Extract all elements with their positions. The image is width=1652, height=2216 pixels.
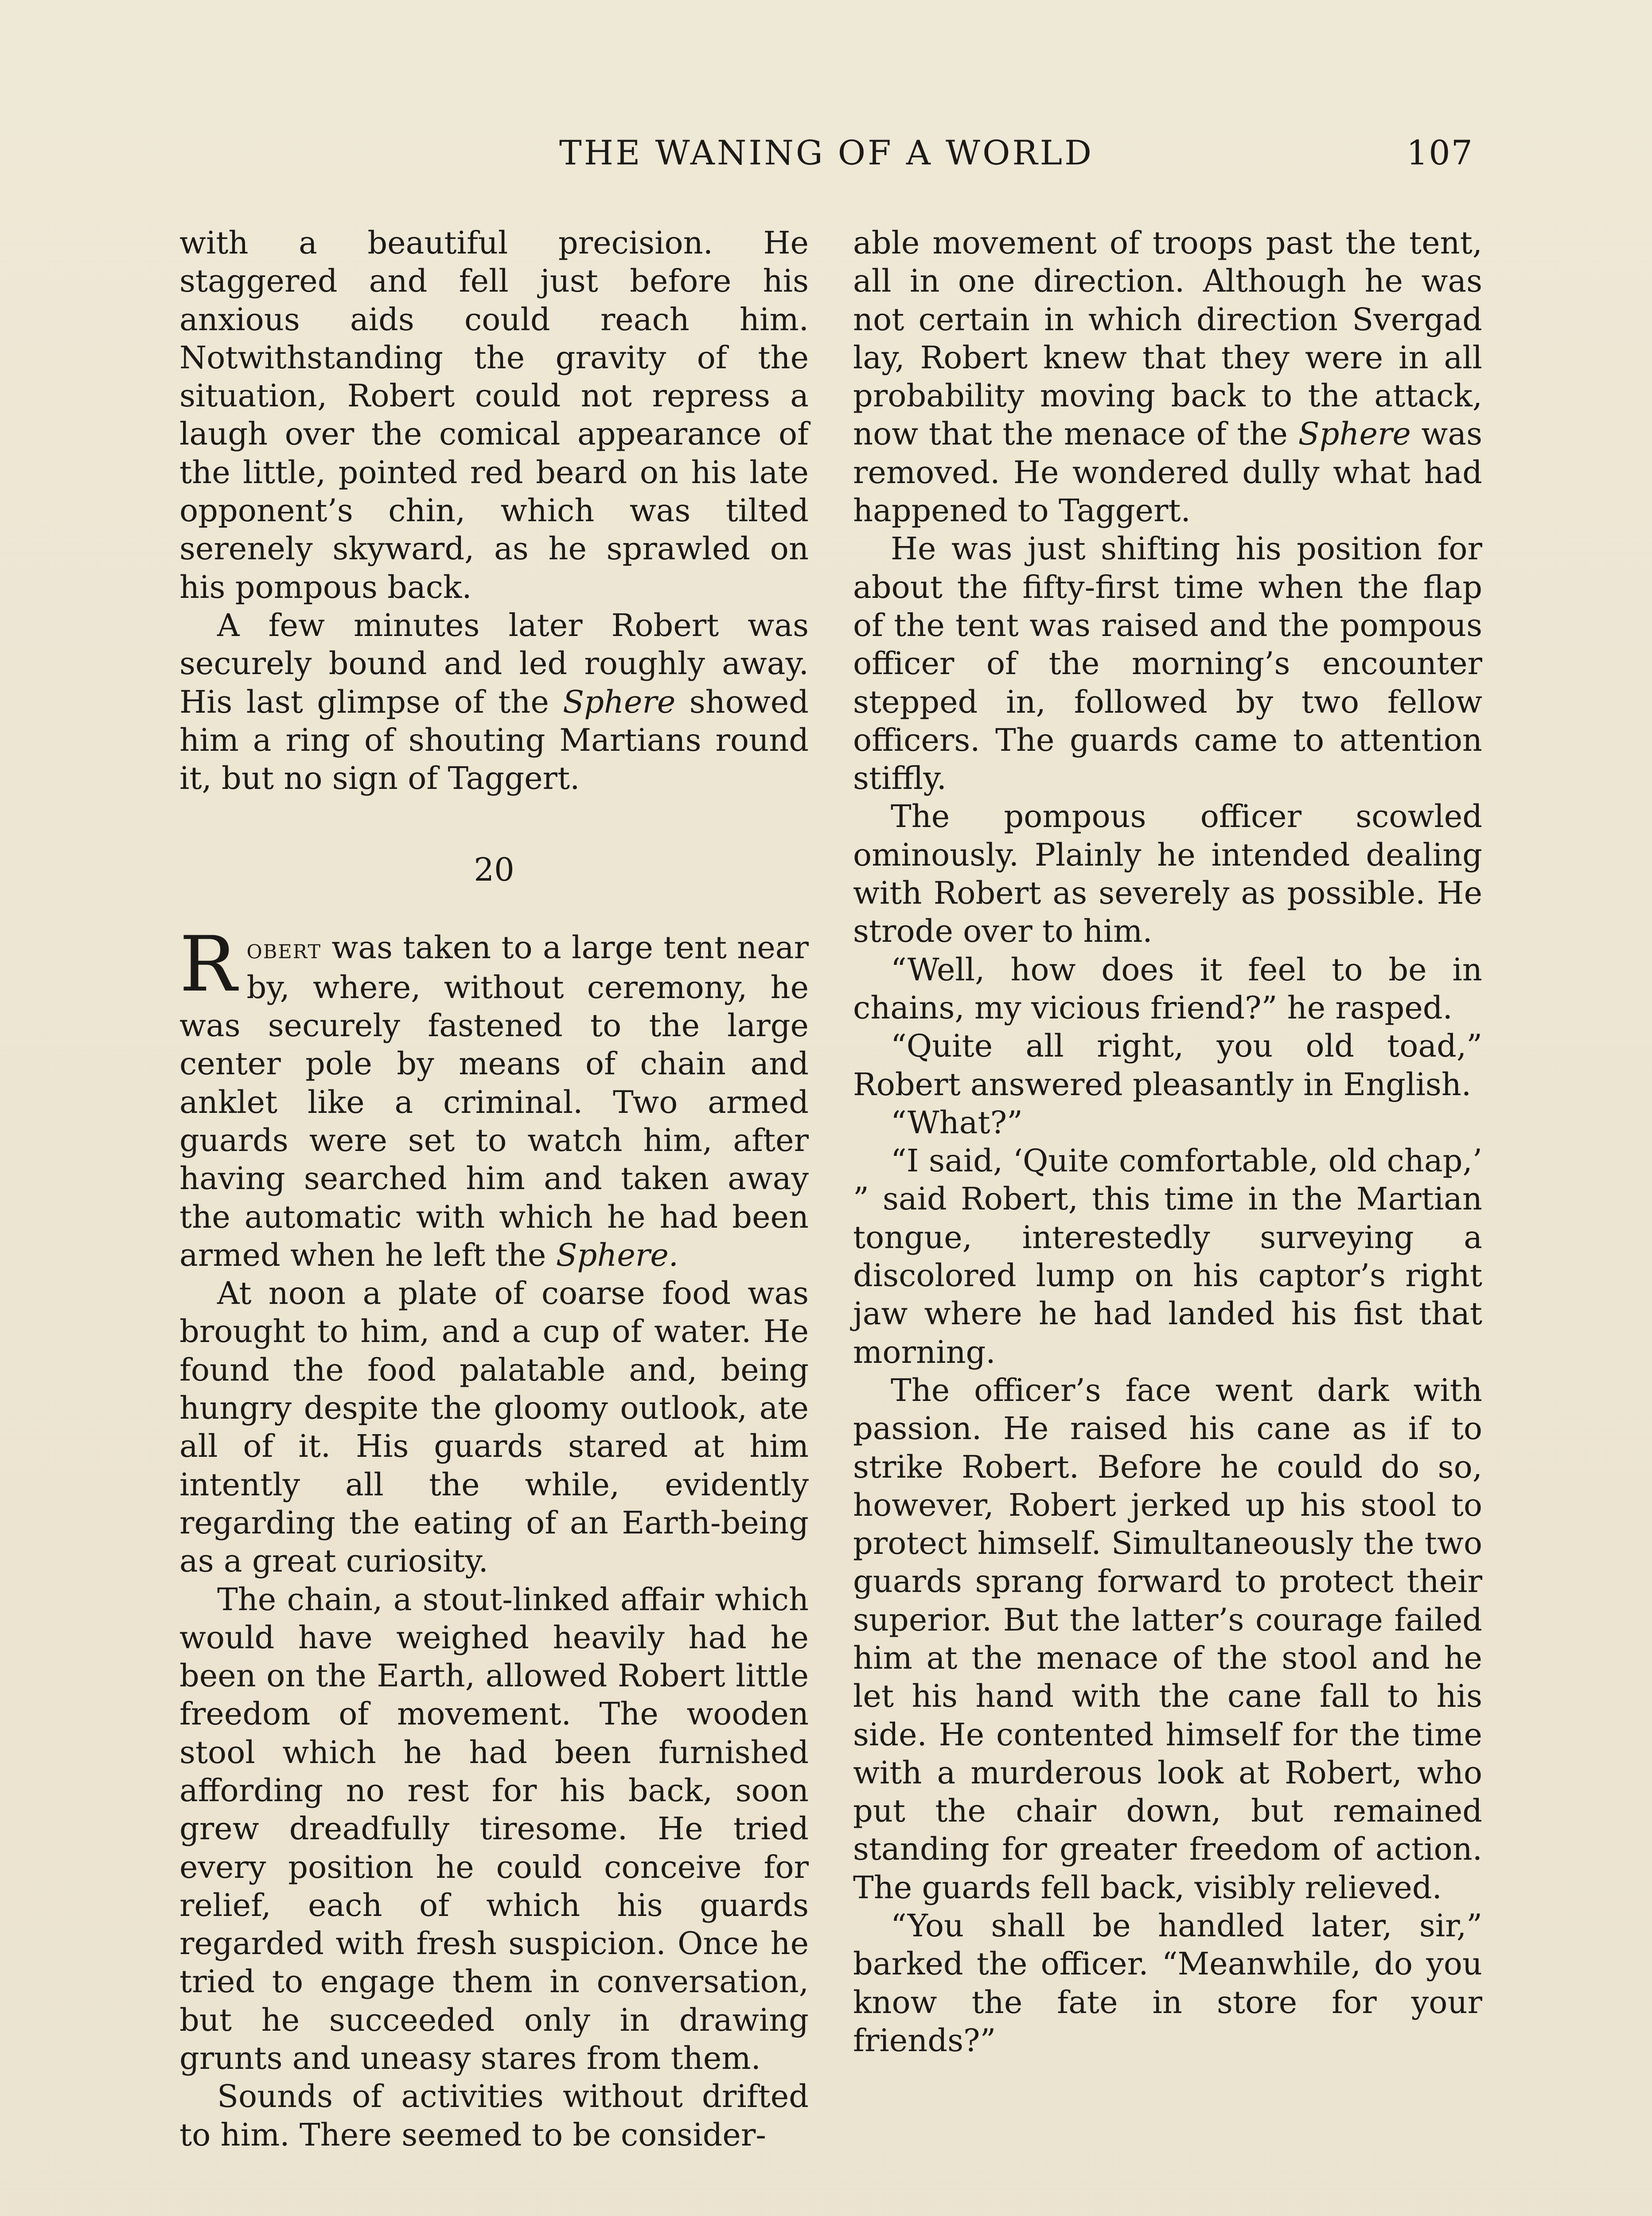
drop-cap: R [179, 920, 237, 1009]
left-column [179, 224, 809, 2154]
dialogue-paragraph: “You shall be handled later, sir,” barked the officer. “Meanwhile, do you know the fate in store for your friends?” [853, 1908, 1482, 2059]
paragraph: He was just shifting his position for about the fifty-first time when the flap of the tent was raised and the pompous officer of the morning’s encounter stepped in, followed by two fellow officers. The guards came to attention stiffly. [853, 531, 1482, 797]
right-column [853, 224, 1482, 2060]
paragraph: The officer’s face went dark with passion. He raised his cane as if to strike Robert. Before he could do so, however, Robert jerked up his stool to protect himself. Simultaneously the two guards sprang forward to protect their superior. But the latter’s courage failed him at the menace of the stool and he let his hand with the cane fall to his side. He contented himself for the time with a murderous look at Robert, who put the chair down, but remained standing for greater freedom of action. The guards fell back, visibly relieved. [853, 1372, 1482, 1906]
dialogue-paragraph: “I said, ‘Quite comfortable, old chap,’ ” said Robert, this time in the Martian tongue, interestedly surveying a discolored lump on his captor’s right jaw where he had landed his fist that morning. [853, 1143, 1482, 1370]
emphasis-text: Sphere [1298, 416, 1411, 453]
opening-paragraph [179, 920, 809, 1274]
paragraph [179, 606, 809, 797]
dialogue-paragraph: “What?” [891, 1104, 1023, 1141]
paragraph-text: was removed. He wondered dully what had happened to Taggert. [853, 416, 1482, 529]
section-number: 20 [474, 851, 514, 889]
paragraph-text: able movement of troops past the tent, all in one direction. Although he was not certain in which direction Svergad lay, Robert knew that they were in all probability moving back to the attack, now that the menace of the [853, 225, 1482, 453]
paragraph-text: showed him a ring of shouting Martians round it, but no sign of Taggert. [179, 683, 809, 797]
running-head [179, 131, 1473, 175]
paragraph: The pompous officer scowled ominously. Plainly he intended dealing with Robert as severely as possible. He strode over to him. [853, 798, 1482, 950]
paragraph: with a beautiful precision. He staggered and fell just before his anxious aids could reach him. Notwithstanding the gravity of the situation, Robert could not repress a laugh over the comical appearance of the little, pointed red beard on his late opponent’s chin, which was tilted serenely skyward, as he sprawled on his pompous back. [179, 225, 809, 605]
paragraph: Sounds of activities without drifted to him. There seemed to be consider- [179, 2078, 809, 2153]
small-caps-text: obert [246, 932, 322, 965]
page-number: 107 [1406, 133, 1473, 172]
emphasis-text: Sphere [563, 683, 676, 720]
dialogue-paragraph: “Well, how does it feel to be in chains, my vicious friend?” he rasped. [853, 951, 1482, 1026]
dialogue-paragraph: “Quite all right, you old toad,” Robert answered pleasantly in English. [853, 1028, 1482, 1103]
paragraph: The chain, a stout-linked affair which would have weighed heavily had he been on the Earth, allowed Robert little freedom of movement. The wooden stool which he had been furnished affording no rest for his back, soon grew dreadfully tiresome. He tried every position he could conceive for relief, each of which his guards regarded with fresh suspicion. Once he tried to engage them in conversation, but he succeeded only in drawing grunts and uneasy stares from them. [179, 1581, 809, 2077]
paragraph-text: was taken to a large tent near by, where, without ceremony, he was securely fastened to the large center pole by means of chain and anklet like a criminal. Two armed guards were set to watch him, after having searched him and taken away the automatic with which he had been armed when he left the [179, 929, 809, 1273]
paragraph [853, 224, 1482, 530]
running-title: THE WANING OF A WORLD [559, 133, 1094, 172]
emphasis-text: Sphere. [556, 1237, 678, 1273]
paragraph-text: A few minutes later Robert was securely bound and led roughly away. His last glimpse of the [179, 607, 809, 720]
paragraph: At noon a plate of coarse food was brought to him, and a cup of water. He found the food palatable and, being hungry despite the gloomy outlook, ate all of it. His guards stared at him intently all the while, evidently regarding the eating of an Earth-being as a great curiosity. [179, 1275, 809, 1580]
